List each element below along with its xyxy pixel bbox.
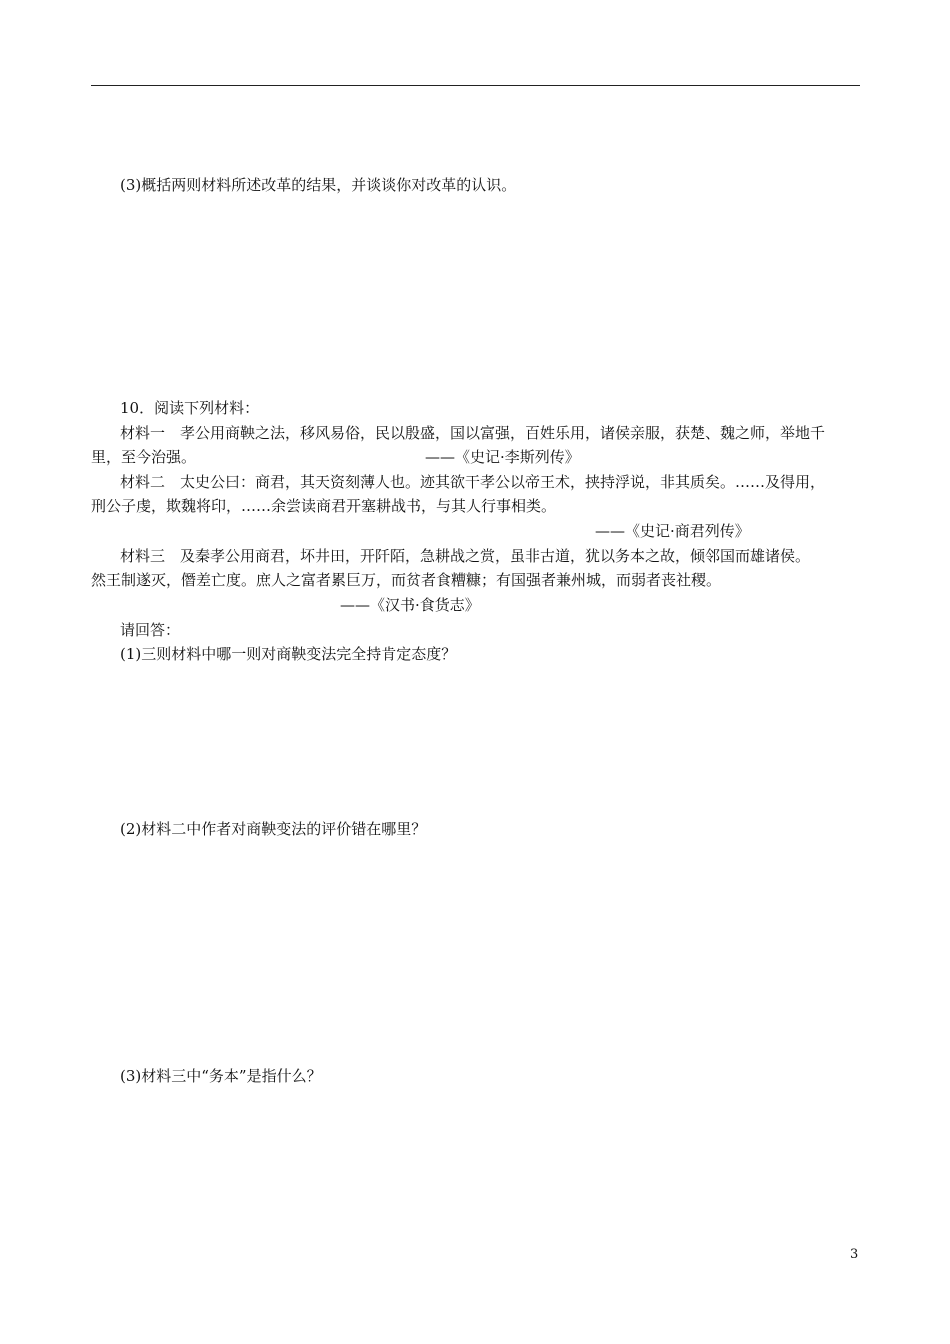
q10-question-3: (3)材料三中“务本”是指什么？ [120, 1067, 322, 1085]
answer-prompt: 请回答： [120, 621, 181, 639]
material-3-line-1: 材料三 及秦孝公用商君，坏井田，开阡陌，急耕战之赏，虽非古道，犹以务本之故，倾邻国而雄诸侯。 [120, 547, 811, 565]
material-2-source: ——《史记·商君列传》 [595, 522, 750, 540]
q10-heading: 10．阅读下列材料： [120, 399, 260, 417]
material-1-line-1: 材料一 孝公用商鞅之法，移风易俗，民以殷盛，国以富强，百姓乐用，诸侯亲服，获楚、魏之师，举地千 [120, 424, 826, 442]
material-1-source: ——《史记·李斯列传》 [425, 448, 580, 466]
q10-question-2: (2)材料二中作者对商鞅变法的评价错在哪里？ [120, 820, 427, 838]
page-number: 3 [850, 1247, 859, 1262]
material-3-line-2: 然王制遂灭，僭差亡度。庶人之富者累巨万，而贫者食糟糠；有国强者兼州城，而弱者丧社稷。 [91, 571, 722, 589]
material-2-line-1: 材料二 太史公曰：商君，其天资刻薄人也。迹其欲干孝公以帝王术，挟持浮说，非其质矣。……及得用， [120, 473, 826, 491]
q10-question-1: (1)三则材料中哪一则对商鞅变法完全持肯定态度？ [120, 645, 457, 663]
material-3-source: ——《汉书·食货志》 [340, 596, 480, 614]
material-2-line-2: 刑公子虔，欺魏将印，……余尝读商君开塞耕战书，与其人行事相类。 [91, 497, 557, 515]
header-rule [91, 85, 860, 86]
q9-part3: (3)概括两则材料所述改革的结果，并谈谈你对改革的认识。 [120, 176, 517, 194]
material-1-line-2: 里，至今治强。 [91, 448, 197, 466]
